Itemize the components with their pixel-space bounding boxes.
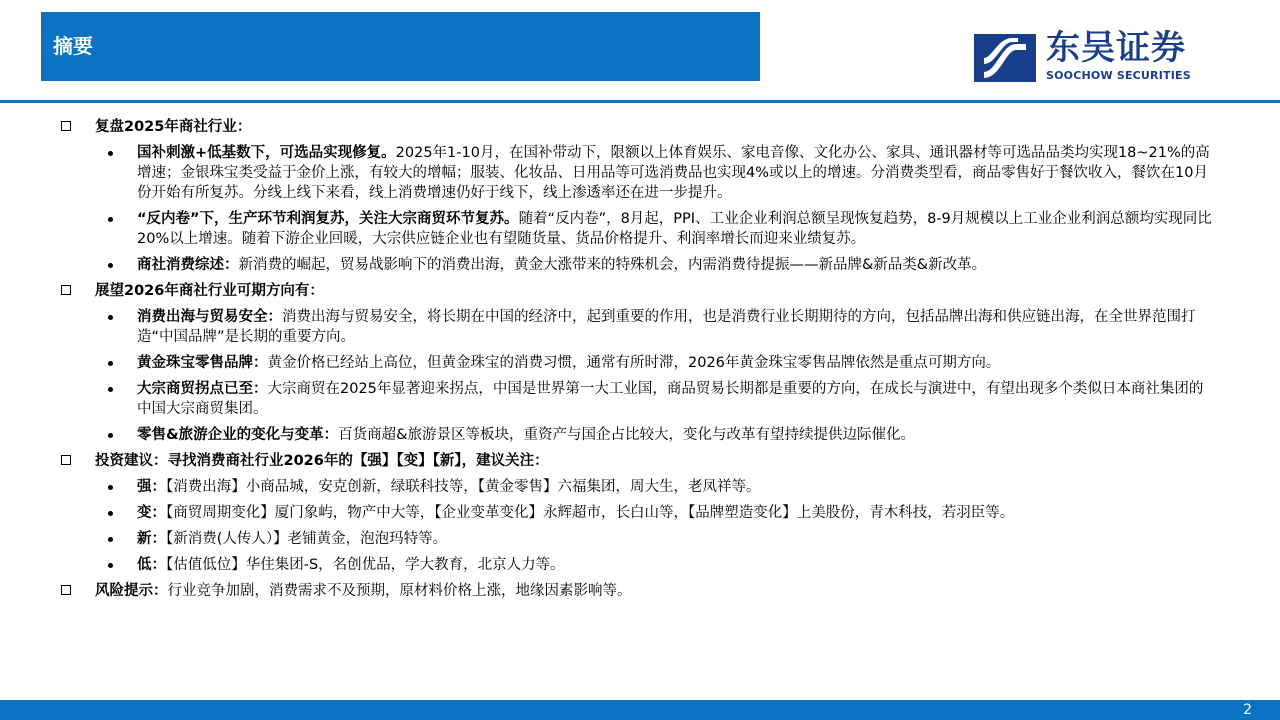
section-heading: 复盘2025年商社行业： (0, 117, 1280, 137)
checkbox-bullet-icon (61, 285, 71, 295)
section-heading: 展望2026年商社行业可期方向有： (0, 281, 1280, 301)
logo-english-name: SOOCHOW SECURITIES (1046, 69, 1191, 82)
list-item: 黄金珠宝零售品牌：黄金价格已经站上高位，但黄金珠宝的消费习惯，通常有所时滞，2026年黄金珠宝零售品牌依然是重点可期方向。 (0, 353, 1280, 373)
soochow-logo-icon (974, 34, 1036, 82)
list-item: 商社消费综述：新消费的崛起，贸易战影响下的消费出海，黄金大涨带来的特殊机会，内需消费待提振——新品牌&新品类&新改革。 (0, 255, 1280, 275)
bullet-dot-icon (108, 433, 113, 438)
bullet-dot-icon (108, 217, 113, 222)
checkbox-bullet-icon (61, 585, 71, 595)
bullet-dot-icon (108, 387, 113, 392)
bullet-dot-icon (108, 563, 113, 568)
list-item: 新：【新消费(人传人）】老铺黄金，泡泡玛特等。 (0, 529, 1280, 549)
list-item: 大宗商贸拐点已至：大宗商贸在2025年显著迎来拐点，中国是世界第一大工业国，商品贸易长期都是重要的方向，在成长与演进中，有望出现多个类似日本商社集团的中国大宗商贸集团。 (0, 379, 1280, 419)
title-bar (41, 12, 760, 81)
footer-bar (0, 700, 1280, 720)
bullet-dot-icon (108, 537, 113, 542)
list-item: 国补刺激+低基数下，可选品实现修复。2025年1-10月，在国补带动下，限额以上体育娱乐、家电音像、文化办公、家具、通讯器材等可选品品类均实现18~21%的高增速；金银珠宝类受益于金价上涨，有较大的增幅；服装、化妆品、日用品等可选消费品也实现4%或以上的增速。分消费类型看，商品零售好于餐饮收入，餐饮在10月份开始有所复苏。分线上线下来看，线上消费增速仍好于线下，线上渗透率还在进一步提升。 (0, 143, 1280, 203)
bullet-dot-icon (108, 151, 113, 156)
bullet-dot-icon (108, 315, 113, 320)
page-number: 2 (1243, 702, 1252, 718)
checkbox-bullet-icon (61, 121, 71, 131)
bullet-dot-icon (108, 485, 113, 490)
list-item: 强：【消费出海】小商品城，安克创新，绿联科技等，【黄金零售】六福集团，周大生，老凤祥等。 (0, 477, 1280, 497)
bullet-dot-icon (108, 263, 113, 268)
summary-content (0, 117, 1280, 607)
logo-chinese-name: 东吴证券 (1046, 28, 1186, 68)
list-item: 零售&旅游企业的变化与变革：百货商超&旅游景区等板块，重资产与国企占比较大，变化与改革有望持续提供边际催化。 (0, 425, 1280, 445)
bullet-dot-icon (108, 361, 113, 366)
list-item: 变：【商贸周期变化】厦门象屿，物产中大等，【企业变革变化】永辉超市，长白山等，【品牌塑造变化】上美股份，青木科技，若羽臣等。 (0, 503, 1280, 523)
section-heading: 风险提示：行业竞争加剧，消费需求不及预期，原材料价格上涨，地缘因素影响等。 (0, 581, 1280, 601)
company-logo (974, 30, 1214, 84)
header-divider (0, 100, 1280, 103)
list-item: “反内卷”下，生产环节利润复苏，关注大宗商贸环节复苏。随着“反内卷”，8月起，PPI、工业企业利润总额呈现恢复趋势，8-9月规模以上工业企业利润总额均实现同比20%以上增速。随着下游企业回暖，大宗供应链企业也有望随货量、货品价格提升、利润率增长而迎来业绩复苏。 (0, 209, 1280, 249)
page-title: 摘要 (53, 34, 93, 58)
list-item: 低：【估值低位】华住集团-S，名创优品，学大教育，北京人力等。 (0, 555, 1280, 575)
bullet-dot-icon (108, 511, 113, 516)
list-item: 消费出海与贸易安全：消费出海与贸易安全，将长期在中国的经济中，起到重要的作用，也是消费行业长期期待的方向，包括品牌出海和供应链出海，在全世界范围打造“中国品牌”是长期的重要方向。 (0, 307, 1280, 347)
checkbox-bullet-icon (61, 455, 71, 465)
section-heading: 投资建议：寻找消费商社行业2026年的【强】【变】【新】，建议关注： (0, 451, 1280, 471)
